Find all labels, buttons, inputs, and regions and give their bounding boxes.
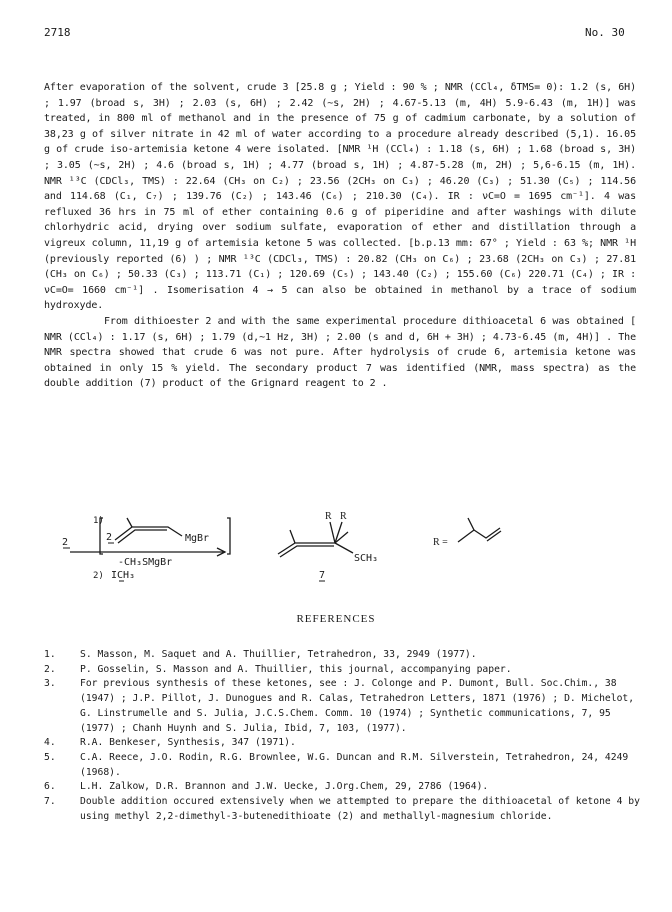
step1-label: 1) xyxy=(93,516,104,526)
reaction-scheme xyxy=(60,510,580,585)
product-7-label: 7 xyxy=(319,570,326,581)
reference-item: 1. S. Masson, M. Saquet and A. Thuillier, Tetrahedron, 33, 2949 (1977). xyxy=(44,649,477,660)
substituent-r-right: R xyxy=(340,511,347,522)
substituent-r-left: R xyxy=(325,511,332,522)
start-compound-label: 2 xyxy=(62,537,69,548)
reference-item: 6. L.H. Zalkow, D.R. Brannon and J.W. Uecke, J.Org.Chem, 29, 2786 (1964). xyxy=(44,781,489,793)
reagent-multiplier: 2 xyxy=(106,532,113,543)
reference-item: 7. Double addition occured extensively when we attempted to prepare the dithioacetal of ketone 4 by using methyl 2,2-dimethyl-3-butenedithioate (2) and methallyl-magnesium chloride. xyxy=(44,796,640,822)
reference-item: 5. C.A. Reece, J.O. Rodin, R.G. Brownlee, W.G. Duncan and R.M. Silverstein, Tetrahedron, 24, 4249 (1968). xyxy=(44,751,629,778)
methyl-iodide-label: ICH₃ xyxy=(111,570,136,581)
r-definition-label: R = xyxy=(433,537,448,548)
references-heading: REFERENCES xyxy=(296,613,376,625)
grignard-label: MgBr xyxy=(185,533,210,544)
step2-label: 2) xyxy=(93,571,104,581)
paragraph: After evaporation of the solvent, crude 3 [25.8 g ; Yield : 90 % ; NMR (CCl₄, δTMS= 0): 1.2 (s, 6H) ; 1.97 (broad s, 3H) ; 2.03 (s, 6H) ; 2.42 (~s, 2H) ; 4.67-5.13 (m, 4H) 5.9-6.43 (m, 1H)] was treated, in 800 ml of methanol and in the presence of 75 g of cadmium carbonate, by a solution of 38,23 g of silver nitrate in 42 ml of water according to a procedure already described (5,1). 16.05 g of crude iso-artemisia ketone 4 were isolated. [NMR ¹H (CCl₄) : 1.18 (s, 6H) ; 1.68 (broad s, 3H) ; 3.05 (~s, 2H) ; 4.6 (broad s, 1H) ; 4.77 (broad s, 1H) ; 4.87-5.28 (m, 2H) ; 5,6-6.15 (m, 1H). NMR ¹³C (CDCl₃, TMS) : 22.64 (CH₃ on C₂) ; 23.56 (2CH₃ on C₃) ; 46.20 (C₃) ; 51.30 (C₅) ; 114.56 and 114.68 (C₁, C₇) ; 139.76 (C₂) ; 143.46 (C₆) ; 210.30 (C₄). IR : νC=O = 1695 cm⁻¹]. 4 was refluxed 36 hrs in 75 ml of ether containing 0.6 g of piperidine and after washings with dilute chlorhydric acid, drying over sodium sulfate, evaporation of ether and distillation through a vigreux column, 11,19 g of artemisia ketone 5 was collected. [b.p.13 mm: 67° ; Yield : 63 %; NMR ¹H (previously reported (6) ) ; NMR ¹³C (CDCl₃, TMS) : 20.82 (CH₃ on C₆) ; 23.68 (2CH₃ on C₃) ; 27.81 (CH₃ on C₆) ; 50.33 (C₃) ; 113.71 (C₁) ; 120.69 (C₅) ; 143.40 (C₂) ; 155.60 (C₆) 220.71 (C₄) ; IR : νC=O= 1660 cm⁻¹] . Isomerisation 4 → 5 can also be obtained in methanol by a trace of sodium hydroxyde. xyxy=(44,82,636,312)
reference-item: 2. P. Gosselin, S. Masson and A. Thuillier, this journal, accompanying paper. xyxy=(44,663,512,675)
issue-number: No. 30 xyxy=(585,26,625,39)
references-list xyxy=(44,648,644,824)
byproduct-label: -CH₃SMgBr xyxy=(118,557,173,568)
reference-item: 4. R.A. Benkeser, Synthesis, 347 (1971). xyxy=(44,737,296,749)
thiomethyl-label: SCH₃ xyxy=(354,553,379,564)
main-text xyxy=(44,80,636,392)
page-number: 2718 xyxy=(44,26,71,39)
reference-item: 3. For previous synthesis of these ketones, see : J. Colonge and P. Dumont, Bull. Soc.Chim., 38 (1947) ; J.P. Pillot, J. Dunogues and R. Calas, Tetrahedron Letters, 1871 (1976) ; D. Michelot, G. Linstrumelle and S. Julia, J.C.S.Chem. Comm. 10 (1974) ; Synthetic communications, 7, 95 (1977) ; Chanh Huynh and S. Julia, Ibid, 7, 103, (1977). xyxy=(44,678,635,734)
paragraph: From dithioester 2 and with the same experimental procedure dithioacetal 6 was obtained [ NMR (CCl₄) : 1.17 (s, 6H) ; 1.79 (d,~1 Hz, 3H) ; 2.00 (s and d, 6H + 3H) ; 4.73-6.45 (m, 4H)] . The NMR spectra showed that crude 6 was not pure. After hydrolysis of crude 6, artemisia ketone was obtained in only 15 % yield. The secondary product 7 was identified (NMR, mass spectra) as the double addition (7) product of the Grignard reagent to 2 . xyxy=(44,315,636,390)
